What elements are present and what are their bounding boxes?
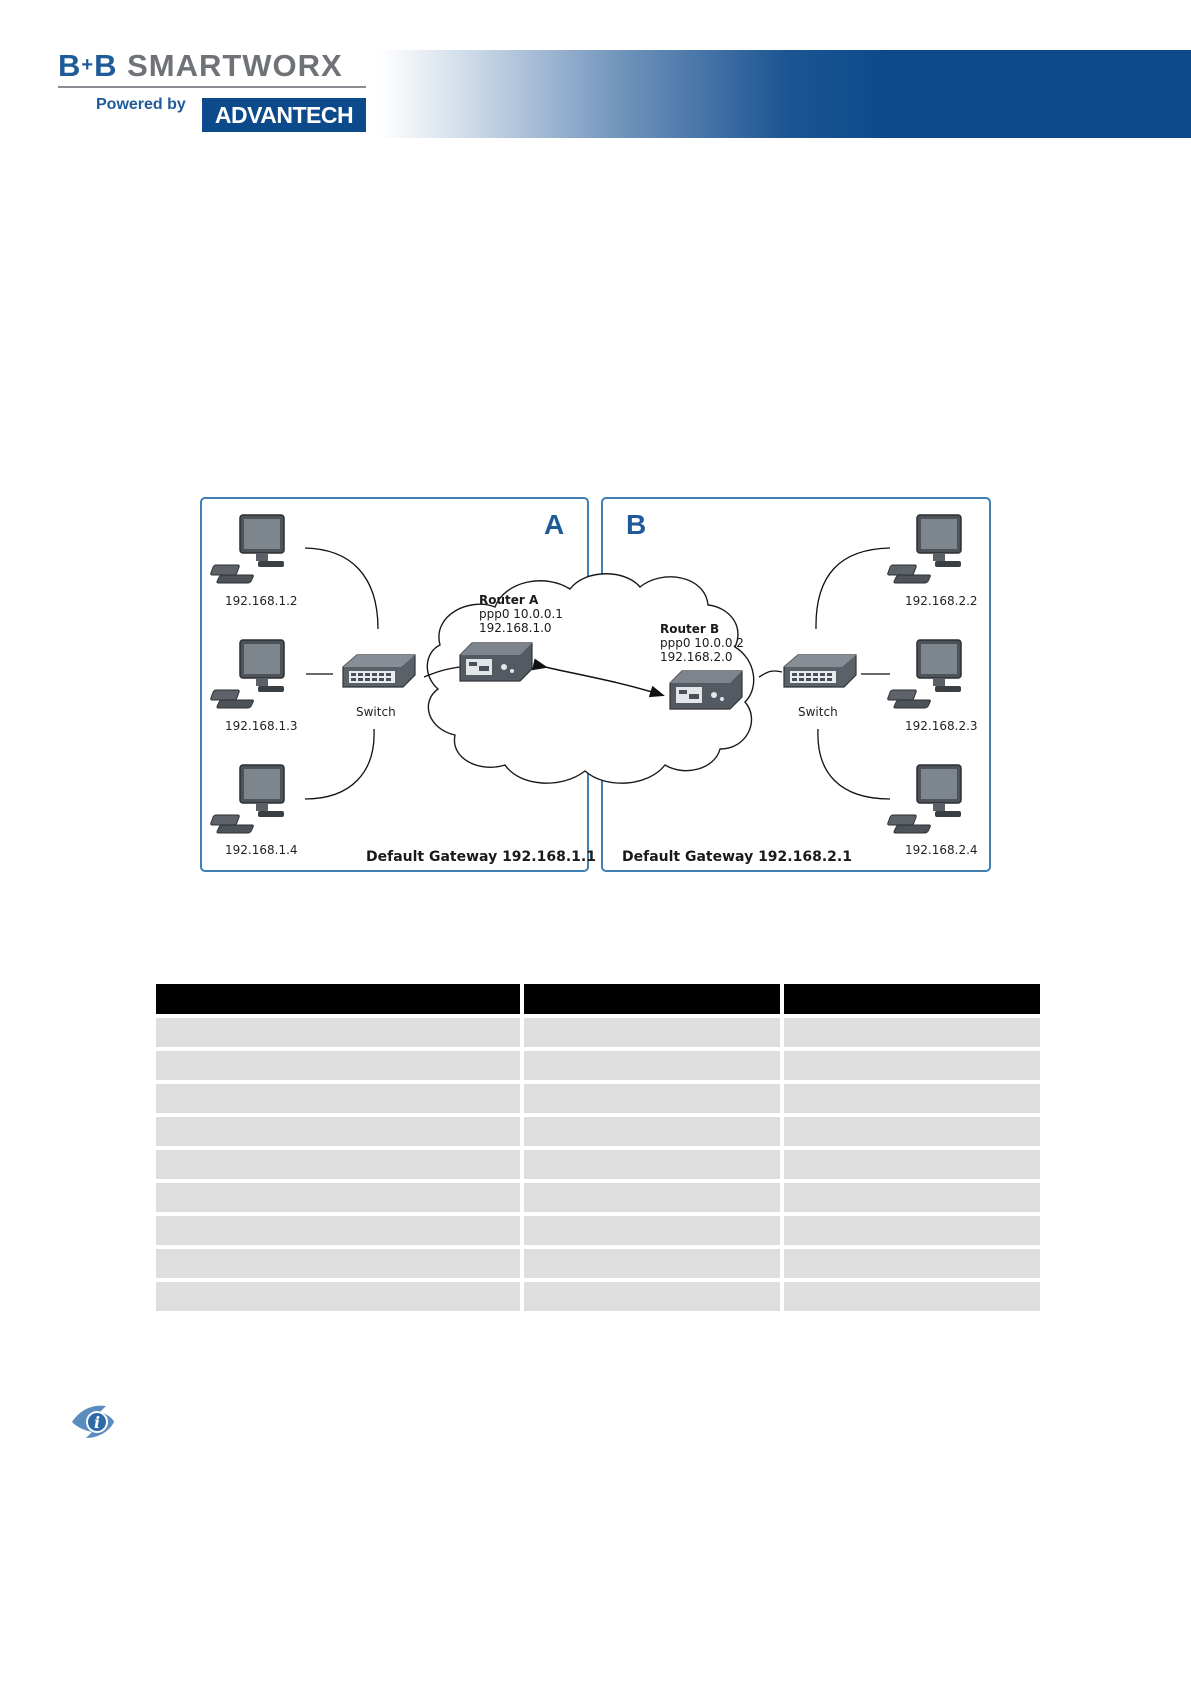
table-cell <box>524 1117 780 1146</box>
table-cell <box>524 1282 780 1311</box>
table-cell <box>784 1183 1040 1212</box>
table-cell <box>784 1249 1040 1278</box>
router-a-network: 192.168.1.0 <box>479 621 552 635</box>
host-label: 192.168.1.2 <box>225 594 298 608</box>
table-cell <box>784 1018 1040 1047</box>
host-label: 192.168.2.2 <box>905 594 978 608</box>
header-gradient-band <box>380 50 1191 138</box>
table-cell <box>156 1282 520 1311</box>
svg-text:i: i <box>93 1413 101 1432</box>
table-cell <box>524 1216 780 1245</box>
router-b-ppp: ppp0 10.0.0.2 <box>660 636 744 650</box>
page-header <box>0 0 1191 150</box>
table-cell <box>156 1216 520 1245</box>
table-cell <box>524 1018 780 1047</box>
table-cell <box>524 1249 780 1278</box>
advantech-logo: ADVANTECH <box>202 98 366 132</box>
switch-label-a: Switch <box>356 705 396 719</box>
zone-b-letter: B <box>626 509 647 540</box>
table-row <box>156 1117 1040 1146</box>
gateway-a-label: Default Gateway 192.168.1.1 <box>366 849 596 865</box>
table-cell <box>156 1018 520 1047</box>
table-header-cell <box>156 984 520 1014</box>
gateway-b-label: Default Gateway 192.168.2.1 <box>622 849 852 865</box>
table-row <box>156 1282 1040 1311</box>
network-diagram <box>200 497 993 874</box>
table-header-cell <box>524 984 780 1014</box>
table-row <box>156 1150 1040 1179</box>
switch-label-b: Switch <box>798 705 838 719</box>
host-label: 192.168.1.3 <box>225 719 298 733</box>
table-row <box>156 1216 1040 1245</box>
info-eye-icon <box>70 1400 116 1442</box>
router-a-ppp: ppp0 10.0.0.1 <box>479 607 563 621</box>
table-cell <box>524 1150 780 1179</box>
router-b-info <box>660 622 744 664</box>
table-cell <box>156 1084 520 1113</box>
table-cell <box>784 1150 1040 1179</box>
table-cell <box>524 1084 780 1113</box>
logo-divider <box>58 86 366 88</box>
router-b-name: Router B <box>660 622 720 636</box>
table-cell <box>784 1084 1040 1113</box>
table-cell <box>156 1051 520 1080</box>
table-row <box>156 1018 1040 1047</box>
table-cell <box>156 1117 520 1146</box>
table-header-cell <box>784 984 1040 1014</box>
table-row <box>156 1183 1040 1212</box>
table-cell <box>156 1249 520 1278</box>
table-cell <box>524 1051 780 1080</box>
table-cell <box>156 1150 520 1179</box>
host-label: 192.168.2.3 <box>905 719 978 733</box>
configuration-table <box>152 980 1044 1315</box>
table-cell <box>784 1216 1040 1245</box>
table-row <box>156 1084 1040 1113</box>
host-label: 192.168.2.4 <box>905 843 978 857</box>
table-cell <box>524 1183 780 1212</box>
zone-a-letter: A <box>544 509 565 540</box>
table-row <box>156 1249 1040 1278</box>
host-label: 192.168.1.4 <box>225 843 298 857</box>
table-cell <box>156 1183 520 1212</box>
table-cell <box>784 1282 1040 1311</box>
router-a-name: Router A <box>479 593 539 607</box>
table-header-row <box>156 984 1040 1014</box>
table-row <box>156 1051 1040 1080</box>
router-b-network: 192.168.2.0 <box>660 650 733 664</box>
bb-smartworx-logo: B+B SMARTWORX <box>58 48 343 83</box>
table-cell <box>784 1051 1040 1080</box>
router-a-info <box>479 593 563 635</box>
network-diagram-graphic <box>200 497 993 874</box>
powered-by-label: Powered by <box>96 96 186 113</box>
table-cell <box>784 1117 1040 1146</box>
